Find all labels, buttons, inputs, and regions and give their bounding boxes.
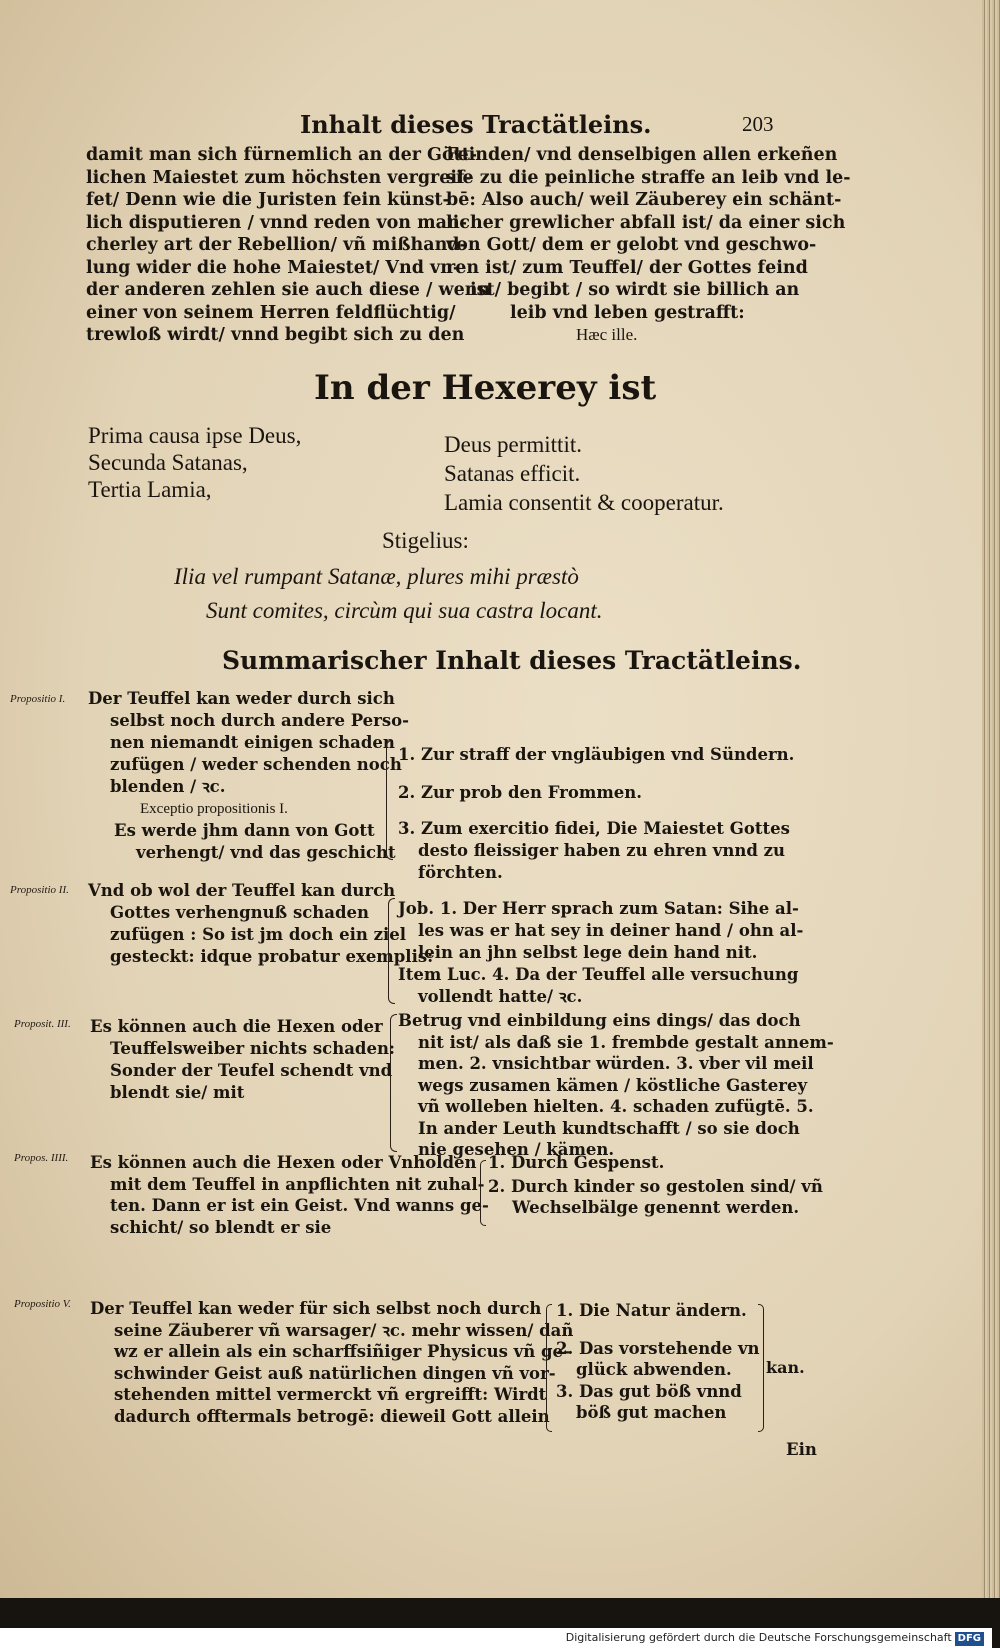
text-line: Es werde jhm dann von Gott <box>114 821 375 840</box>
book-spine-edge <box>982 0 1000 1598</box>
text-line: 2. Das vorstehende vn <box>556 1338 760 1358</box>
margin-label: Propositio I. <box>10 693 66 705</box>
text-line: 2. Zur prob den Frommen. <box>398 783 643 802</box>
text-line: les was er hat sey in deiner hand / ohn al- <box>418 921 804 940</box>
text-line: Vnd ob wol der Teuffel kan durch <box>88 881 396 900</box>
text-line: glück abwenden. <box>576 1360 732 1379</box>
text-line: vollendt hatte/ ꝛc. <box>418 987 583 1006</box>
text-line: der anderen zehlen sie auch diese / wenn <box>86 280 491 300</box>
quote-line: Ilia vel rumpant Satanæ, plures mihi præstò <box>174 564 579 589</box>
text-line: bē: Also auch/ weil Zäuberey ein schänt- <box>446 190 842 210</box>
cause-line: Tertia Lamia, <box>88 477 212 502</box>
proposition-4-items <box>488 1152 823 1219</box>
text-line: Feinden/ vnd denselbigen allen erkeñen <box>446 145 838 165</box>
text-line: damit man sich fürnemlich an der Gött- <box>86 145 478 165</box>
exception-text <box>114 820 396 864</box>
text-line: lichen Maiestet zum höchsten vergreif- <box>86 167 472 188</box>
text-line: einer von seinem Herren feldflüchtig/ <box>86 302 456 323</box>
dfg-logo: DFG <box>955 1632 984 1646</box>
text-line: vñ wolleben hielten. 4. schaden zufügtē. 5. <box>418 1097 814 1116</box>
text-line: selbst noch durch andere Perso- <box>110 711 410 730</box>
closing-attribution: Hæc ille. <box>576 325 638 344</box>
text-line: verhengt/ vnd das geschicht <box>136 843 396 862</box>
brace-suffix: kan. <box>766 1358 805 1377</box>
text-line: zufügen : So ist jm doch ein ziel <box>110 925 407 944</box>
text-line: gesteckt: idque probatur exemplis: <box>110 947 434 966</box>
left-column <box>86 144 490 347</box>
text-line: cherley art der Rebellion/ vñ mißhand- <box>86 235 467 255</box>
text-line: desto fleissiger haben zu ehren vnnd zu <box>418 841 786 860</box>
text-line: mit dem Teuffel in anpflichten nit zuhal- <box>110 1174 485 1194</box>
proposition-4-text <box>90 1152 489 1238</box>
causes-right <box>444 430 724 517</box>
proposition-2-examples <box>398 898 803 1008</box>
section-heading: In der Hexerey ist <box>314 368 657 408</box>
text-line: wegs zusamen kämen / köstliche Gasterey <box>418 1075 808 1095</box>
text-line: Item Luc. 4. Da der Teuffel alle versuchung <box>398 965 799 984</box>
text-line: 3. Das gut böß vnnd <box>556 1381 742 1401</box>
cause-line: Satanas efficit. <box>444 461 581 486</box>
text-line: 2. Durch kinder so gestolen sind/ vñ <box>488 1176 823 1196</box>
text-line: Betrug vnd einbildung eins dings/ das doch <box>398 1011 801 1030</box>
proposition-3-text <box>90 1016 395 1104</box>
text-line: dadurch offtermals betrogē: dieweil Gott allein <box>114 1406 550 1426</box>
text-line: trewloß wirdt/ vnnd begibt sich zu den <box>86 325 465 345</box>
text-line: Job. 1. Der Herr sprach zum Satan: Sihe al- <box>398 899 799 918</box>
proposition-1-reasons <box>398 744 794 884</box>
cause-line: Deus permittit. <box>444 432 582 457</box>
text-line: Sonder der Teufel schendt vnd <box>110 1061 393 1080</box>
cause-line: Secunda Satanas, <box>88 450 248 475</box>
text-line: schicht/ so blendt er sie <box>110 1217 332 1237</box>
brace <box>386 740 393 860</box>
text-line: licher grewlicher abfall ist/ da einer sich <box>446 212 846 233</box>
text-line: Es können auch die Hexen oder Vnholden <box>90 1153 477 1172</box>
text-line: 3. Zum exercitio fidei, Die Maiestet Gottes <box>398 819 790 838</box>
quote-author: Stigelius: <box>382 528 469 553</box>
margin-label: Propositio V. <box>14 1298 71 1310</box>
text-line: lein an jhn selbst lege dein hand nit. <box>418 943 758 962</box>
text-line: ren ist/ zum Teuffel/ der Gottes feind <box>446 257 808 278</box>
text-line: Es können auch die Hexen oder <box>90 1017 383 1036</box>
margin-label: Propositio II. <box>10 884 69 896</box>
text-line: blendt sie/ mit <box>110 1083 245 1102</box>
text-line: In ander Leuth kundtschafft / so sie doch <box>418 1118 800 1138</box>
proposition-5-items <box>556 1300 760 1424</box>
text-line: 1. Die Natur ändern. <box>556 1301 747 1320</box>
cause-line: Prima causa ipse Deus, <box>88 423 302 448</box>
brace <box>388 898 395 1004</box>
brace <box>480 1160 486 1226</box>
text-line: men. 2. vnsichtbar würden. 3. vber vil meil <box>418 1054 814 1073</box>
text-line: lung wider die hohe Maiestet/ Vnd vn- <box>86 257 461 278</box>
cause-line: Lamia consentit & cooperatur. <box>444 490 724 515</box>
text-line: Der Teuffel kan weder für sich selbst noch durch <box>90 1299 542 1318</box>
text-line: stehenden mittel vermerckt vñ ergreifft: Wirdt <box>114 1385 547 1404</box>
margin-label: Propos. IIII. <box>14 1152 69 1164</box>
text-line: böß gut machen <box>576 1403 727 1422</box>
text-line: blenden / ꝛc. <box>110 777 226 796</box>
credit-text: Digitalisierung gefördert durch die Deutsche Forschungsgemeinschaft <box>565 1631 952 1644</box>
exception-label: Exceptio propositionis I. <box>140 801 288 817</box>
text-line: Wechselbälge genennt werden. <box>512 1198 800 1217</box>
running-title: Inhalt dieses Tractätleins. <box>300 110 652 139</box>
text-line: leib vnd leben gestrafft: <box>510 302 745 323</box>
brace <box>390 1014 397 1152</box>
text-line: nen niemandt einigen schaden <box>110 733 395 752</box>
text-line: wz er allein als ein scharffsiñiger Physicus vñ ge- <box>114 1342 570 1361</box>
brace <box>546 1304 552 1432</box>
text-line: Teuffelsweiber nichts schaden: <box>110 1039 396 1058</box>
quote-line: Sunt comites, circùm qui sua castra locant. <box>206 598 603 623</box>
catchword: Ein <box>786 1440 817 1459</box>
funding-credit <box>0 1628 992 1648</box>
text-line: schwinder Geist auß natürlichen dingen vñ vor- <box>114 1363 556 1383</box>
proposition-2-text <box>88 880 433 968</box>
causes-left <box>88 422 301 503</box>
scan-border <box>0 1598 1000 1628</box>
text-line: fet/ Denn wie die Juristen fein künst- <box>86 190 450 210</box>
text-line: sie zu die peinliche straffe an leib vnd le- <box>446 167 851 188</box>
page-number: 203 <box>742 112 774 136</box>
text-line: lich disputieren / vnnd reden von man- <box>86 212 467 233</box>
text-line: seine Zäuberer vñ warsager/ ꝛc. mehr wissen/ dañ <box>114 1320 574 1340</box>
text-line: ist/ begibt / so wirdt sie billich an <box>470 280 800 300</box>
text-line: 1. Durch Gespenst. <box>488 1153 665 1172</box>
text-line: zufügen / weder schenden noch <box>110 755 402 774</box>
proposition-3-details <box>398 1010 834 1161</box>
text-line: nit ist/ als daß sie 1. frembde gestalt annem- <box>418 1032 834 1052</box>
text-line: förchten. <box>418 863 503 882</box>
text-line: Gottes verhengnuß schaden <box>110 903 370 922</box>
brace <box>758 1304 764 1432</box>
text-line: ten. Dann er ist ein Geist. Vnd wanns ge- <box>110 1196 489 1215</box>
text-line: 1. Zur straff der vngläubigen vnd Sündern. <box>398 745 795 764</box>
proposition-1-text <box>88 688 409 798</box>
text-line: von Gott/ dem er gelobt vnd geschwo- <box>446 235 817 255</box>
margin-label: Proposit. III. <box>14 1018 71 1030</box>
text-line: nie gesehen / kämen. <box>418 1140 615 1159</box>
proposition-5-text <box>90 1298 573 1427</box>
right-column <box>446 144 851 324</box>
summary-heading: Summarischer Inhalt dieses Tractätleins. <box>222 646 802 675</box>
text-line: Der Teuffel kan weder durch sich <box>88 689 395 708</box>
